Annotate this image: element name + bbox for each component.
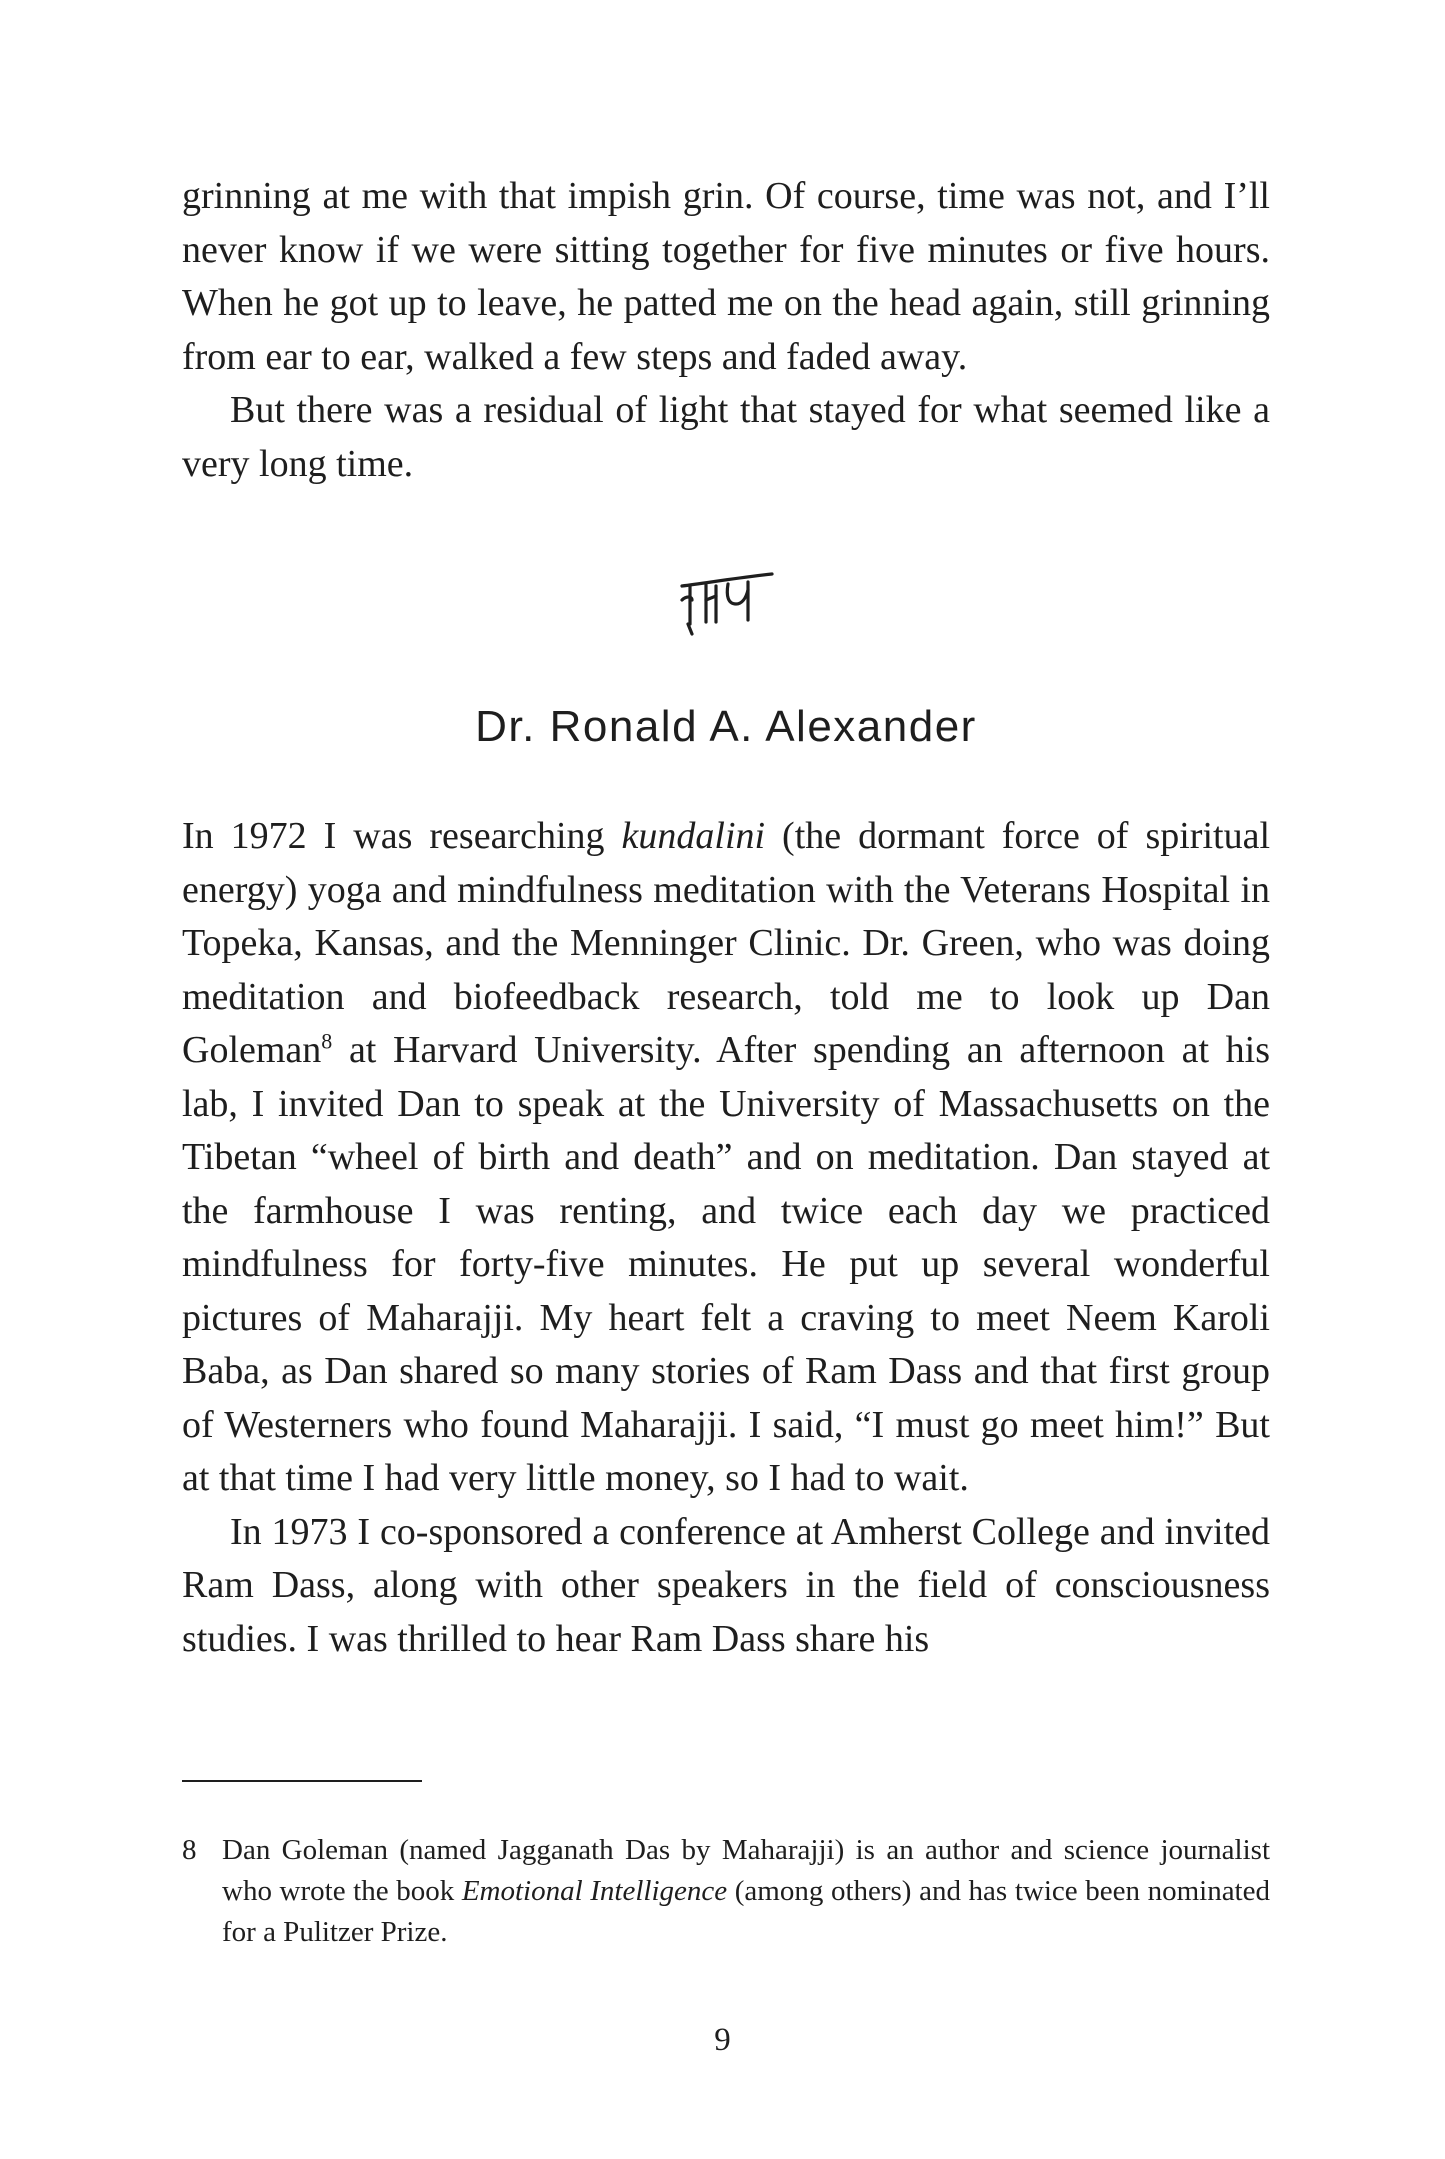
book-title: Emotional Intelligence: [461, 1875, 728, 1907]
footnote-divider: [182, 1780, 422, 1782]
section-paragraph-1: [182, 810, 1270, 1506]
section-text-block: [182, 810, 1270, 1666]
ram-hindi-glyph-icon: [676, 566, 776, 642]
section-heading: Dr. Ronald A. Alexander: [475, 702, 977, 751]
intro-text-block: [182, 170, 1270, 491]
section-paragraph-1-part-a: In 1972 I was researching: [182, 815, 622, 857]
section-paragraph-2: In 1973 I co-sponsored a conference at Amherst College and invited Ram Dass, along with other speakers in the field of consciousness studies. I was thrilled to hear Ram Dass share his: [182, 1510, 1270, 1660]
section-paragraph-1-part-c: at Harvard University. After spending an afternoon at his lab, I invited Dan to speak at the University of Massachusetts on the Tibetan “wheel of birth and death” and on meditation. Dan stayed at the farmhouse I was renting, and twice each day we practiced mindfulness for forty-five minutes. He put up several wonderful pictures of Maharajji. My heart felt a craving to meet Neem Karoli Baba, as Dan shared so many stories of Ram Dass and that first group of Westerners who found Maharajji. I said, “I must go meet him!” But at that time I had very little money, so I had to wait.: [182, 1029, 1270, 1499]
footnote: [182, 1830, 1270, 1953]
kundalini-term: kundalini: [621, 815, 766, 857]
intro-paragraph-1: grinning at me with that impish grin. Of course, time was not, and I’ll never know if we were sitting together for five minutes or five hours. When he got up to leave, he patted me on the head again, still grinning from ear to ear, walked a few steps and faded away.: [182, 175, 1270, 378]
intro-paragraph-2: But there was a residual of light that stayed for what seemed like a very long time.: [182, 389, 1270, 485]
footnote-reference[interactable]: 8: [321, 1028, 333, 1054]
page-number: 9: [714, 2022, 731, 2058]
footnote-text-part-a: Dan Goleman (named Jagganath Das by Maharajji) is an author and science journalist who wrote the book: [222, 1834, 1270, 1907]
section-paragraph-1-part-b: (the dormant force of spiritual energy) yoga and mindfulness meditation with the Veterans Hospital in Topeka, Kansas, and the Menninger Clinic. Dr. Green, who was doing meditation and biofeedback research, told me to look up Dan Goleman: [182, 815, 1270, 1071]
footnote-text: [222, 1830, 1270, 1953]
footnote-number: 8: [182, 1834, 197, 1866]
footnote-text-part-b: (among others) and has twice been nominated for a Pulitzer Prize.: [222, 1875, 1270, 1948]
